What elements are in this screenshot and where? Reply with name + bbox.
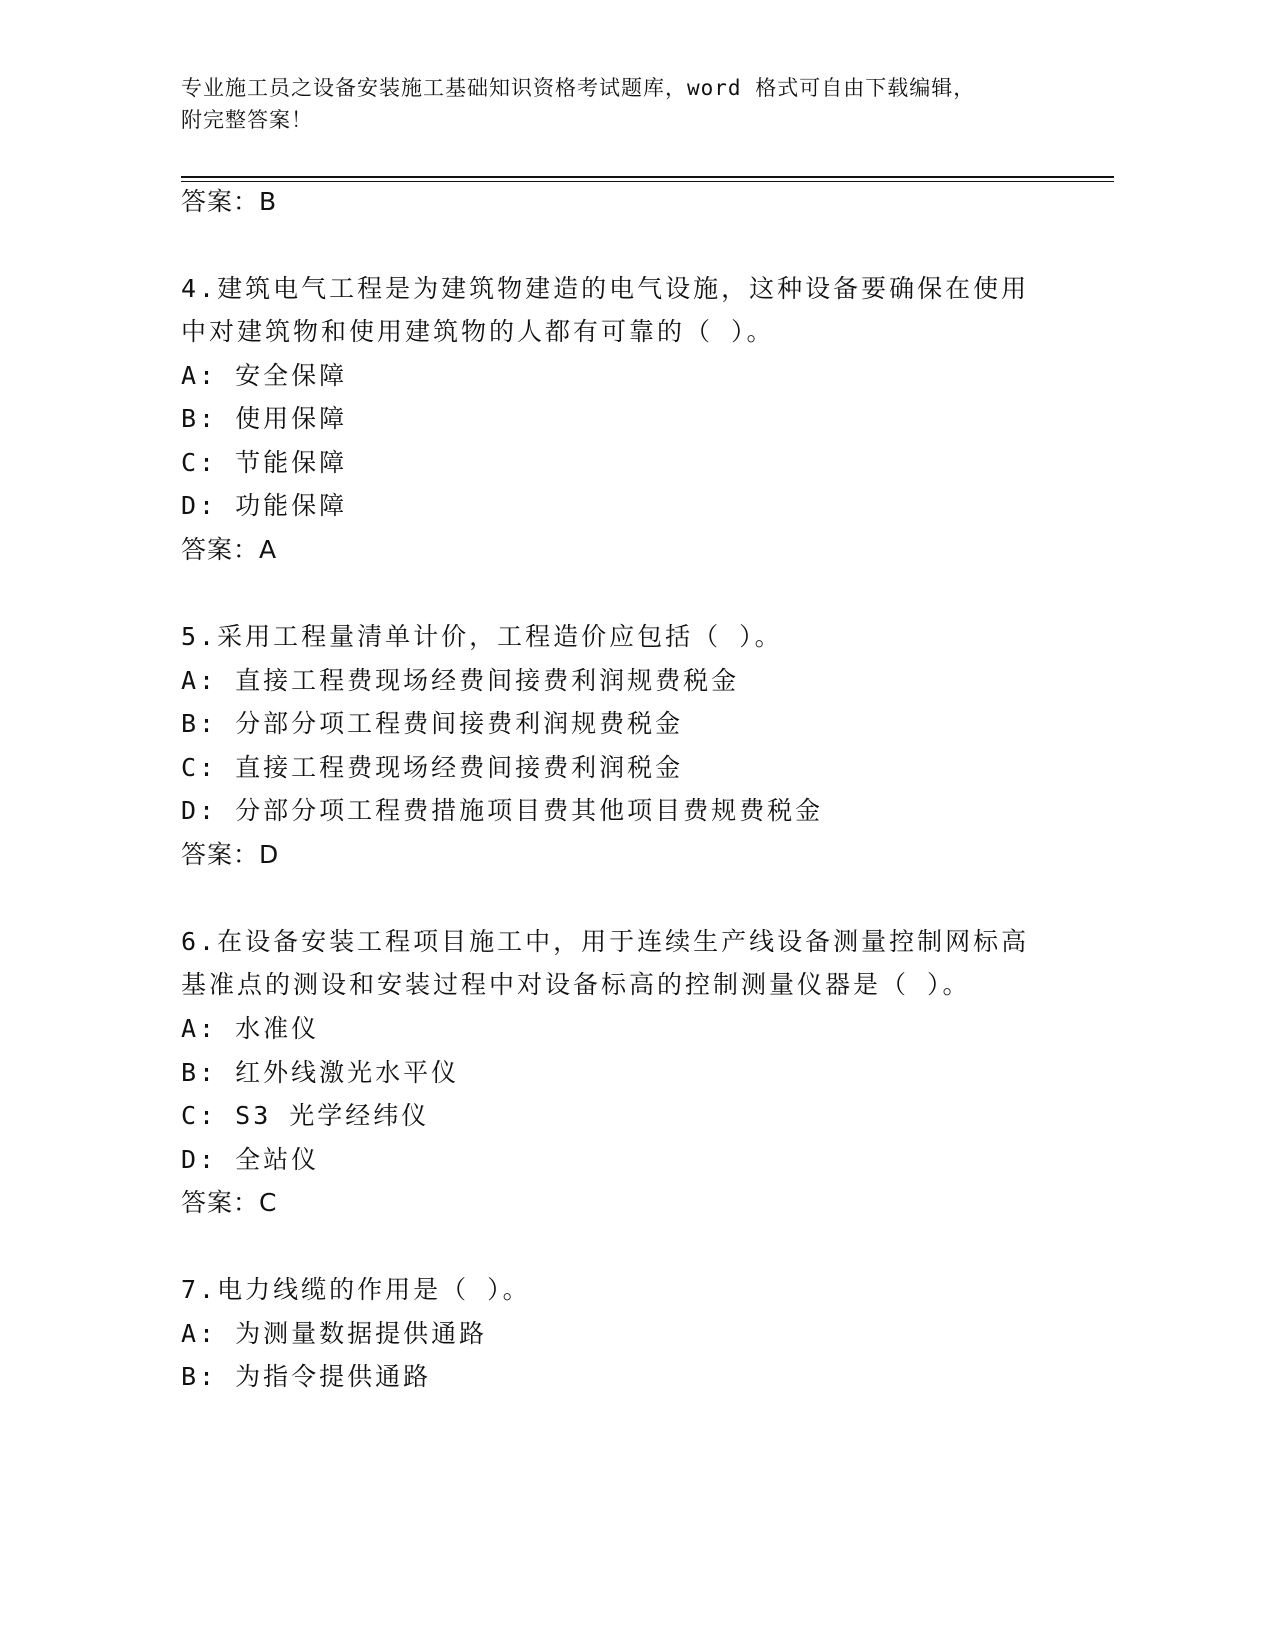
question-6-option-c: C: S3 光学经纬仪 [181, 1101, 430, 1130]
question-6-answer: 答案：C [181, 1188, 278, 1217]
header-divider-thick [181, 176, 1114, 178]
question-6-option-b: B: 红外线激光水平仪 [181, 1058, 460, 1087]
question-4-option-c: C: 节能保障 [181, 448, 348, 477]
document-header [181, 72, 1061, 136]
header-line-2: 附完整答案！ [181, 108, 313, 132]
question-5-option-b: B: 分部分项工程费间接费利润规费税金 [181, 709, 684, 738]
question-7-option-b: B: 为指令提供通路 [181, 1362, 432, 1391]
question-5-answer: 答案：D [181, 840, 280, 869]
question-4-stem-line-1: 4.建筑电气工程是为建筑物建造的电气设施，这种设备要确保在使用 [181, 274, 1030, 303]
question-5-option-c: C: 直接工程费现场经费间接费利润税金 [181, 753, 684, 782]
question-4-option-b: B: 使用保障 [181, 404, 348, 433]
question-6-stem-line-1: 6.在设备安装工程项目施工中，用于连续生产线设备测量控制网标高 [181, 927, 1030, 956]
question-7-stem-line-1: 7.电力线缆的作用是（ ）。 [181, 1275, 531, 1304]
question-4-answer: 答案：A [181, 535, 278, 564]
question-4-option-a: A: 安全保障 [181, 361, 348, 390]
question-5-option-d: D: 分部分项工程费措施项目费其他项目费规费税金 [181, 796, 824, 825]
question-4-option-d: D: 功能保障 [181, 491, 348, 520]
question-5-stem-line-1: 5.采用工程量清单计价，工程造价应包括（ ）。 [181, 622, 783, 651]
question-6-option-d: D: 全站仪 [181, 1145, 320, 1174]
question-5-option-a: A: 直接工程费现场经费间接费利润规费税金 [181, 666, 740, 695]
question-6-stem-line-2: 基准点的测设和安装过程中对设备标高的控制测量仪器是（ ）。 [181, 970, 971, 999]
question-6-option-a: A: 水准仪 [181, 1014, 320, 1043]
question-4-stem-line-2: 中对建筑物和使用建筑物的人都有可靠的（ ）。 [181, 317, 775, 346]
prev-answer: 答案：B [181, 187, 278, 216]
header-line-1: 专业施工员之设备安装施工基础知识资格考试题库，word 格式可自由下载编辑， [181, 76, 976, 100]
header-divider-thin [181, 181, 1114, 182]
question-7-option-a: A: 为测量数据提供通路 [181, 1319, 488, 1348]
